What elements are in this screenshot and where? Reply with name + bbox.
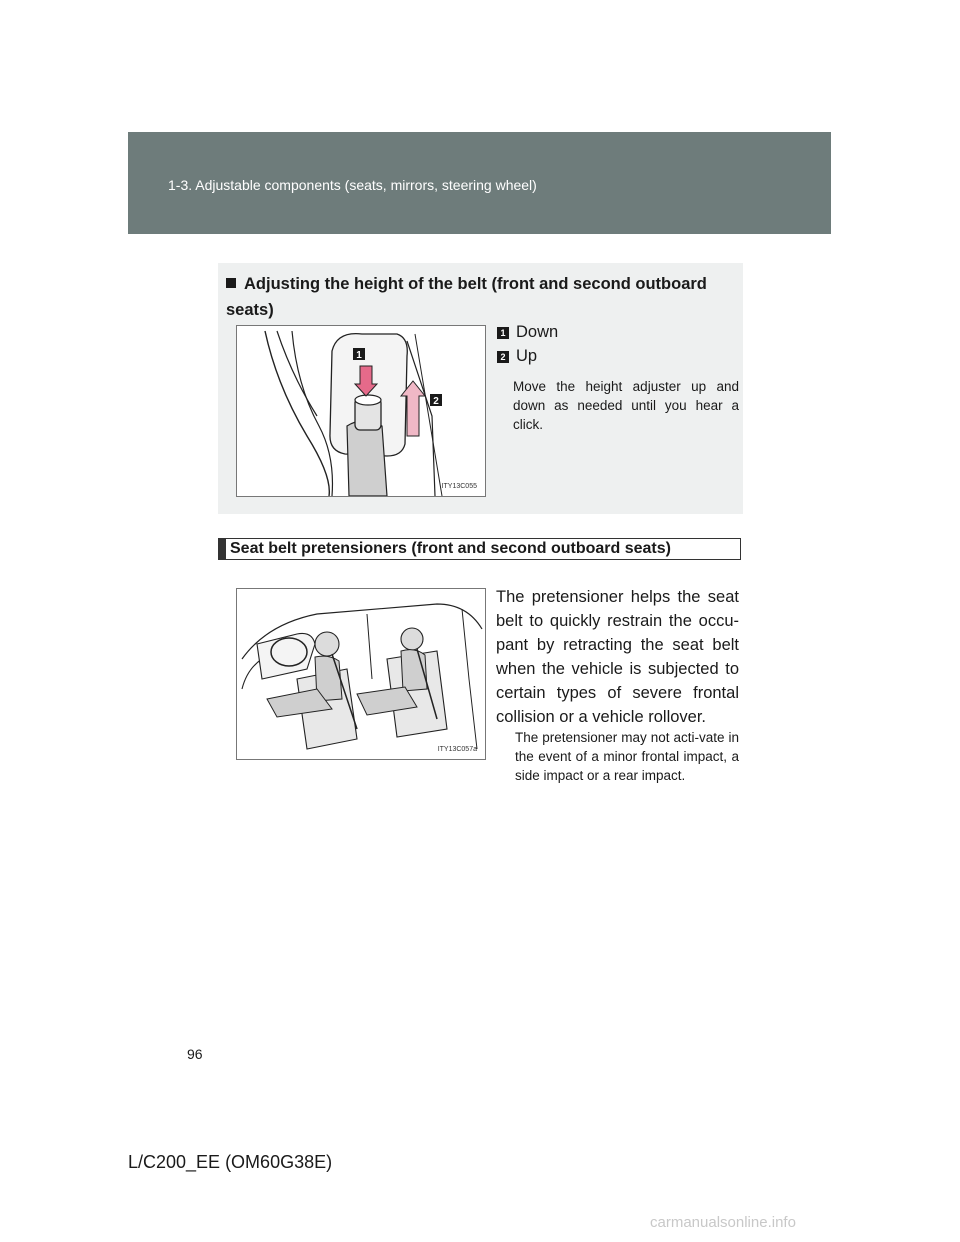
panel-title [226,271,736,323]
pretensioner-description: The pretensioner helps the seat belt to quickly restrain the occu-pant by retracting the seat belt when the vehicle is subjected to certain types of severe frontal collision or a vehicle rollover. [496,588,739,726]
step-down [497,323,558,342]
page-number: 96 [187,1046,203,1062]
belt-height-adjuster-figure [236,325,486,497]
step-number-badge: 1 [497,327,509,339]
watermark: carmanualsonline.info [650,1214,796,1231]
section-title: 1-3. Adjustable components (seats, mirrors, steering wheel) [168,177,537,193]
svg-text:2: 2 [433,396,439,407]
svg-text:1: 1 [356,350,362,361]
section-heading-text: Seat belt pretensioners (front and second outboard seats) [230,540,671,557]
square-bullet-icon [226,278,236,288]
figure-code-1: ITY13C055 [441,483,477,490]
document-code: L/C200_EE (OM60G38E) [128,1152,333,1172]
vehicle-interior-illustration [237,589,485,759]
belt-adjuster-illustration [237,326,485,496]
step-label: Up [516,347,538,365]
step-up [497,347,537,366]
pretensioner-note: The pretensioner may not acti-vate in the event of a minor frontal impact, a side impact or a rear impact. [515,730,739,783]
section-heading [218,538,741,560]
adjuster-note: Move the height adjuster up and down as needed until you hear a click. [513,379,739,432]
step-label: Down [516,323,559,341]
pretensioner-figure [236,588,486,760]
step-number-badge: 2 [497,351,509,363]
figure-code-2: ITY13C057a [437,746,477,753]
panel-title-text: Adjusting the height of the belt (front and second outboard seats) [226,275,707,319]
